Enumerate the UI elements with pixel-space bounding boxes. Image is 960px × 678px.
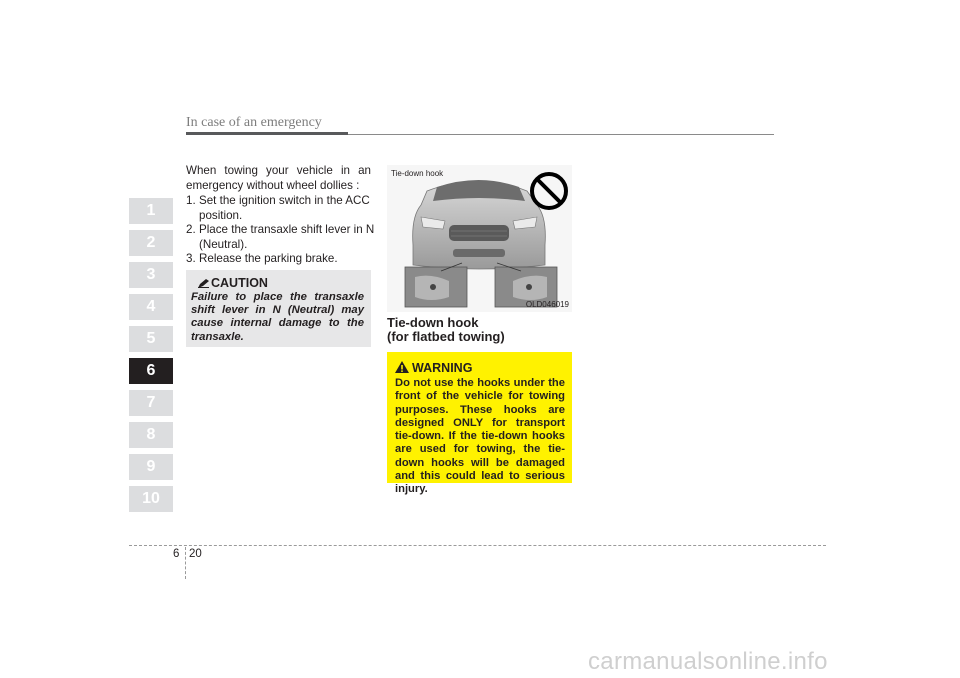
chapter-tab-1[interactable]: 1 [129,198,173,224]
caution-text: Failure to place the transaxle shift lever in N (Neutral) may cause internal damage to the transaxle. [191,291,364,343]
chapter-tab-9[interactable]: 9 [129,454,173,480]
list-item [186,223,376,252]
list-item [186,252,376,267]
page-header-title: In case of an emergency [186,115,322,130]
prohibited-icon [529,171,569,211]
pencil-icon [198,279,209,288]
footer-chapter-number: 6 [173,548,180,560]
footer-divider [185,547,186,579]
figure-label: Tie-down hook [391,169,444,178]
warning-triangle-icon [395,361,409,373]
step-number: 1. [186,194,196,207]
section-heading [387,316,505,344]
chapter-tab-10[interactable]: 10 [129,486,173,512]
header-accent-bar [186,132,348,135]
watermark: carmanualsonline.info [588,648,828,675]
chapter-tab-4[interactable]: 4 [129,294,173,320]
warning-box [387,352,572,496]
step-number: 3. [186,252,196,266]
step-text: Release the parking brake. [199,252,338,266]
figure-code: OLD046019 [525,300,569,309]
chapter-tab-2[interactable]: 2 [129,230,173,256]
chapter-tab-8[interactable]: 8 [129,422,173,448]
step-text: Set the ignition switch in the ACC position. [199,194,370,222]
tie-down-hook-figure [387,165,572,312]
warning-title: WARNING [412,361,473,375]
chapter-tab-7[interactable]: 7 [129,390,173,416]
footer-rule [129,545,826,546]
footer-page-number: 20 [189,548,202,560]
towing-steps-list [186,194,376,267]
chapter-tab-6[interactable]: 6 [129,358,173,384]
chapter-tab-5[interactable]: 5 [129,326,173,352]
step-number: 2. [186,223,196,237]
caution-box [186,270,371,347]
section-heading-line1: Tie-down hook [387,315,479,330]
list-item [186,194,376,223]
warning-text: Do not use the hooks under the front of the vehicle for towing purposes. These hooks are designed ONLY for transport tie-down. If the tie-down hooks are used for towing, the tie-down hooks will be damaged and this could lead to serious injury. [395,377,565,496]
chapter-tab-3[interactable]: 3 [129,262,173,288]
intro-paragraph: When towing your vehicle in an emergency without wheel dollies : [186,164,371,192]
caution-title: CAUTION [211,276,268,290]
step-text: Place the transaxle shift lever in N (Neutral). [199,223,375,251]
section-heading-line2: (for flatbed towing) [387,329,505,344]
